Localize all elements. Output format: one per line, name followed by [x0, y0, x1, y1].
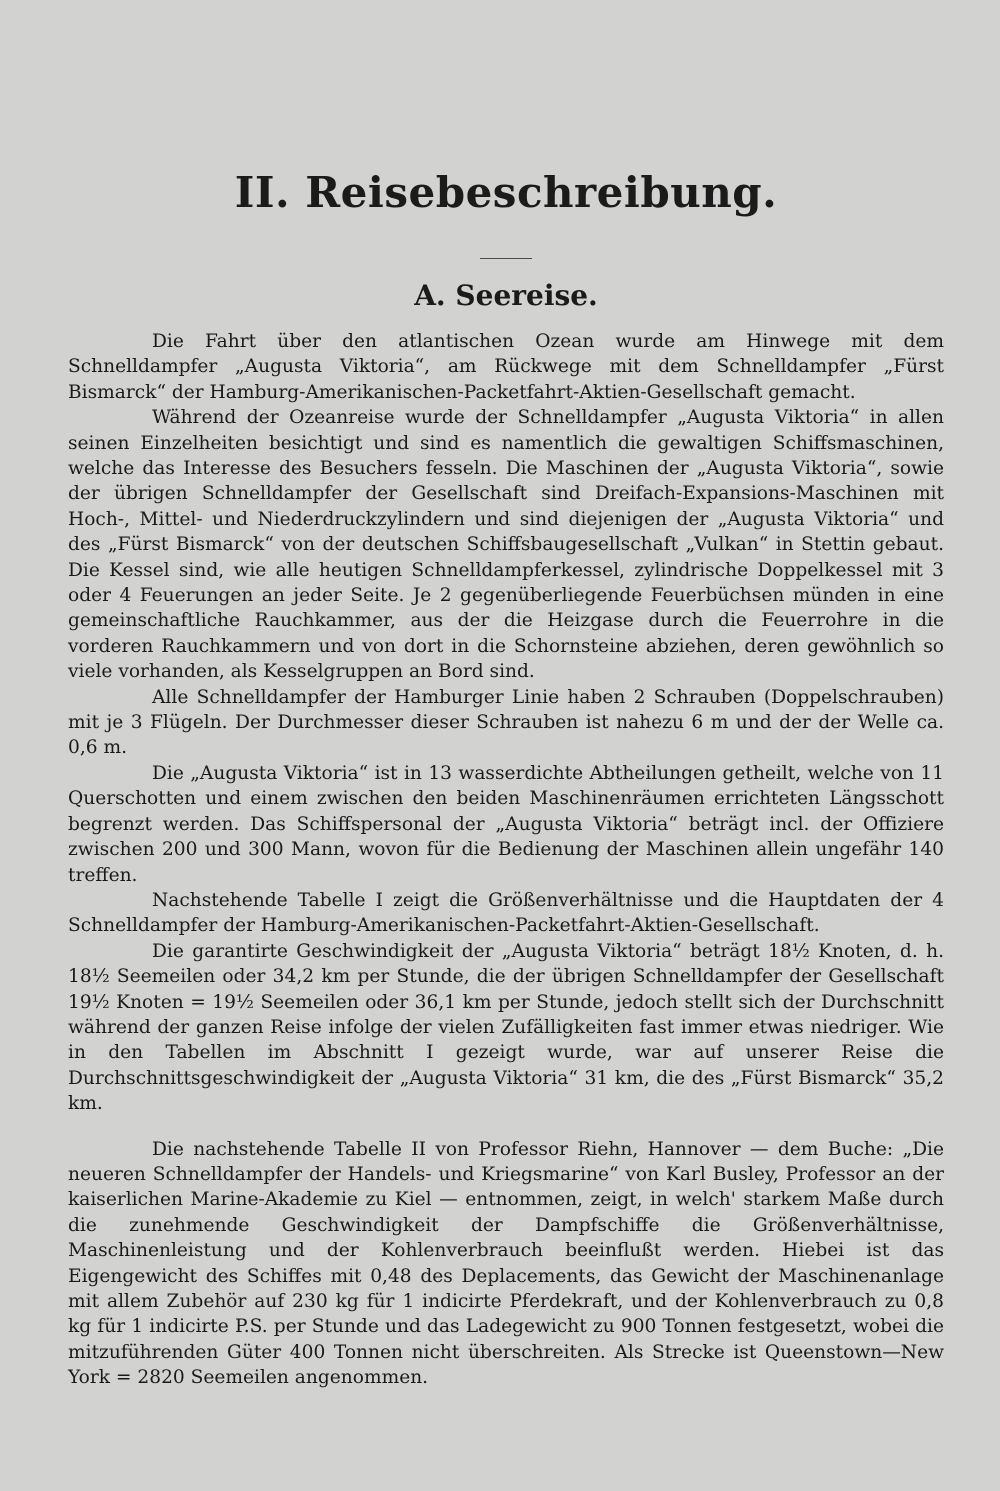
- paragraph-4: Die „Augusta Viktoria“ ist in 13 wasserdichte Abtheilungen getheilt, welche von 11 Querschotten und einem zwischen den beiden Maschinenräumen errichteten Längsschott begrenzt werden. Das Schiffspersonal der „Augusta Viktoria“ beträgt incl. der Offiziere zwischen 200 und 300 Mann, wovon für die Bedienung der Maschinen allein ungefähr 140 treffen.: [68, 762, 944, 886]
- paragraph-2: Während der Ozeanreise wurde der Schnelldampfer „Augusta Viktoria“ in allen seinen Einzelheiten besichtigt und sind es namentlich die gewaltigen Schiffsmaschinen, welche das Interesse des Besuchers fesseln. Die Maschinen der „Augusta Viktoria“, sowie der übrigen Schnelldampfer der Gesellschaft sind Dreifach-Expansions-Maschinen mit Hoch-, Mittel- und Niederdruckzylindern und sind diejenigen der „Augusta Viktoria“ und des „Fürst Bismarck“ von der deutschen Schiffsbaugesellschaft „Vulkan“ in Stettin gebaut. Die Kessel sind, wie alle heutigen Schnelldampferkessel, zylindrische Doppelkessel mit 3 oder 4 Feuerungen an jeder Seite. Je 2 gegenüberliegende Feuerbüchsen münden in eine gemeinschaftliche Rauchkammer, aus der die Heizgase durch die Feuerrohre in die vorderen Rauchkammern und von dort in die Schornsteine abziehen, deren gewöhnlich so viele vorhanden, als Kesselgruppen an Bord sind.: [68, 407, 944, 683]
- paragraph-5: Nachstehende Tabelle I zeigt die Größenverhältnisse und die Hauptdaten der 4 Schnelldampfer der Hamburg-Amerikanischen-Packetfahrt-Aktien-Gesellschaft.: [68, 889, 944, 937]
- paragraph-6: Die garantirte Geschwindigkeit der „Augusta Viktoria“ beträgt 18½ Knoten, d. h. 18½ Seemeilen oder 34,2 km per Stunde, die der übrigen Schnelldampfer der Gesellschaft 19½ Knoten = 19½ Seemeilen oder 36,1 km per Stunde, jedoch stellt sich der Durchschnitt während der ganzen Reise infolge der vielen Zufälligkeiten fast immer etwas niedriger. Wie in den Tabellen im Abschnitt I gezeigt wurde, war auf unserer Reise die Durchschnittsgeschwindigkeit der „Augusta Viktoria“ 31 km, die des „Fürst Bismarck“ 35,2 km.: [68, 940, 944, 1115]
- section-title: A. Seereise.: [414, 279, 598, 313]
- chapter-title: II. Reisebeschreibung.: [234, 168, 778, 217]
- paragraph-3: Alle Schnelldampfer der Hamburger Linie haben 2 Schrauben (Doppelschrauben) mit je 3 Flügeln. Der Durchmesser dieser Schrauben ist nahezu 6 m und der der Welle ca. 0,6 m.: [68, 686, 944, 759]
- paragraph-7: Die nachstehende Tabelle II von Professor Riehn, Hannover — dem Buche: „Die neueren Schnelldampfer der Handels- und Kriegsmarine“ von Karl Busley, Professor an der kaiserlichen Marine-Akademie zu Kiel — entnommen, zeigt, in welch' starkem Maße durch die zunehmende Geschwindigkeit der Dampfschiffe die Größenverhältnisse, Maschinenleistung und der Kohlenverbrauch beeinflußt werden. Hiebei ist das Eigengewicht des Schiffes mit 0,48 des Deplacements, das Gewicht der Maschinenanlage mit allem Zubehör auf 230 kg für 1 indicirte Pferdekraft, und der Kohlenverbrauch zu 0,8 kg für 1 indicirte P.S. per Stunde und das Ladegewicht zu 900 Tonnen festgesetzt, wobei die mitzuführenden Güter 400 Tonnen nicht überschreiten. Als Strecke ist Queenstown—New York = 2820 Seemeilen angenommen.: [68, 1138, 944, 1389]
- paragraph-1: Die Fahrt über den atlantischen Ozean wurde am Hinwege mit dem Schnelldampfer „Augusta Viktoria“, am Rückwege mit dem Schnelldampfer „Fürst Bismarck“ der Hamburg-Amerikanischen-Packetfahrt-Aktien-Gesellschaft gemacht.: [68, 330, 944, 403]
- title-divider: [480, 258, 532, 259]
